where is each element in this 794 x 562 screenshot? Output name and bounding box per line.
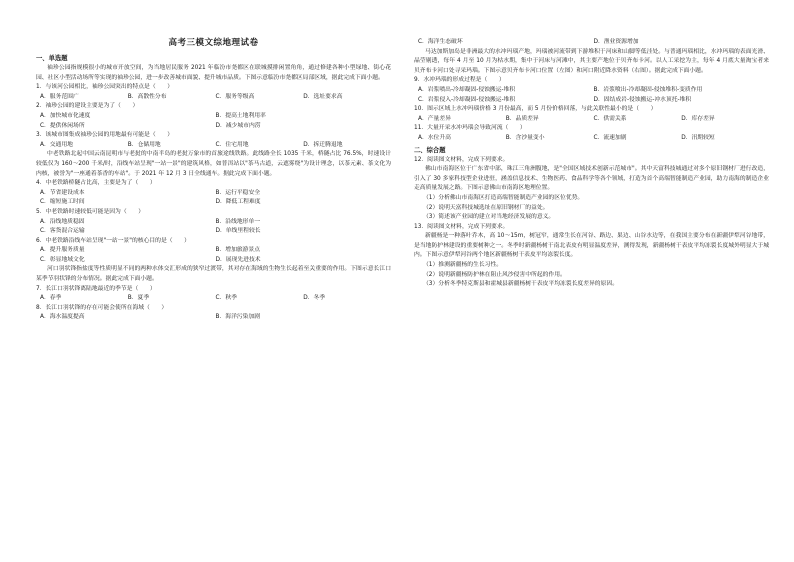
options [36,189,391,208]
option: A．沿线地质稳固 [40,218,85,225]
option: C．秋季 [215,295,237,302]
option: D．固结成岩-侵蚀搬运-冲水顶托-堆积 [593,96,692,103]
option: B．仓储用地 [127,141,161,148]
options [36,246,391,265]
options [414,115,769,125]
question-stem: 6．中老铁路沿线车站呈现"一站一景"的核心目的是（ ） [36,237,190,244]
question-stem: 5．中老铁路时速较低可能是因为（ ） [36,208,145,215]
option: B．含沙量变小 [505,134,545,141]
option: C．服务等级高 [215,93,255,100]
left-column [36,52,391,323]
options [36,218,391,237]
option: C．供需关系 [593,115,627,122]
option: A．产量差异 [418,115,451,122]
option: D．展现先进技术 [215,256,261,263]
passage: 佛山市南海区位于广东省中部，珠江三角洲腹地，是"全国区域技术创新示范城市"。其中天富科技城通过对多个原旧钢材厂进行改造，引入了 30 多家科技型企业进驻，涵盖信息技术、生物医药、食品科学等各个领域，打造为首个高端智能制造产业园，助力南海的制造企业走高质量发展之路。下图示意佛山市南海区地理位置。 [414,166,769,192]
question-stem: 2．袖珍公园的建设主要是为了（ ） [36,103,139,110]
question-stem: 10．图示区域上水冲玛瑙价格 3 月份最高，而 5 月份价格回落，与此关联性最小的是（ ） [414,106,657,113]
question-stem: 7．长江口羽状锋离陆地最近的季节是（ ） [36,285,156,292]
section-heading: 二、综合题 [414,146,446,154]
sub-question: （3）分析冬季特克斯县和霍城县新疆杨树干表皮平均冻裂长度差异的原因。 [423,281,618,288]
option: B．提高土地利用率 [215,112,266,119]
option: D．减少城市内涝 [215,122,261,129]
option: A．海水温度提高 [40,314,85,321]
question-stem: 11．大量开采水冲玛瑙会导致河流（ ） [414,125,526,132]
option: D．汛期较短 [681,134,715,141]
question-stem: 8．长江口羽状锋的存在可能会使所在海域（ ） [36,304,168,311]
option: B．高散性分布 [127,93,167,100]
question-stem: 1．与该河公园相比，袖珍公园突出的特点是（ ） [36,84,174,91]
option: B．海洋污染加剧 [215,314,261,321]
option: C．提供休闲场所 [40,122,85,129]
option: C．彰显地域文化 [40,256,85,263]
option: A．节省建设成本 [40,189,85,196]
option: B．品质差异 [505,115,539,122]
sub-question: （3）简述该产业园的建立对当地经济发展的意义。 [423,214,555,221]
options [36,141,391,151]
page-title: 高考三模文综地理试卷 [168,38,259,48]
passage: 河口羽状锋指盐度等性质明显不同的两种水体交汇形成的狭窄过渡带，其对存在海域的生物生长起着至关重要的作用。下图示意长江口某季节羽状锋的分布情况。据此完成下面小题。 [36,266,391,283]
option: D．冬季 [303,295,326,302]
option: B．增加旅游景点 [215,247,261,254]
option: A．春季 [40,295,62,302]
sub-question: （1）推测新疆杨的生长习性。 [423,262,503,269]
options [36,294,391,304]
option: A．交通用地 [40,141,73,148]
question-stem: 13．阅读图文材料，完成下列要求。 [414,223,509,230]
passage: 新疆杨是一种落叶乔木，高 10～15m，树冠窄，通常生长在河谷、路边、果边、山谷水边等，在我国主要分布在新疆伊犁河谷地带，是当地防护林建设的重要树种之一。冬季时新疆杨树干南北表皮有明显温度差异，测得发现，新疆杨树干表皮平均冻裂长度城外明显大于城内。下图示意伊犁河谷两个地区新疆杨树干表皮平均冻裂长度。 [414,233,769,259]
sub-question: （2）说明天富科技城选址在原旧钢材厂的益处。 [423,204,549,211]
options [36,112,391,131]
option: D．渔业资源增加 [593,39,639,45]
option: C．缩短施工时间 [40,199,85,206]
option: A．提升服务质量 [40,247,85,254]
option: A．水位升高 [418,134,451,141]
options [414,86,769,105]
question-stem: 9．水冲玛瑙的形成过程是（ ） [414,77,505,84]
passage: 马达加斯加岛是非洲最大的水冲玛瑙产地，玛瑙被河流带到下游堆积于河床和山脚等低洼处。与普通玛瑙相比，水冲玛瑙的表面光滑、晶莹剔透，每年 4 月至 10 月为枯水期，集中于河床与河滩中，其主要产地位于贝齐布卡河。以人工采挖为主，每年 4 月底大量淘宝者来贝齐布卡河口处寻采玛瑙。下图示意贝齐布卡河口位置（左图）和河口附近降水资料（右图）。据此完成下面小题。 [414,48,769,74]
option: C．流速加剧 [593,134,627,141]
options [414,134,769,144]
sub-question: （1）分析佛山市南海区打造高端智能制造产业园的区位优势。 [423,194,584,201]
sub-question: （2）说明新疆杨防护林在阻止风沙侵害中所起的作用。 [423,271,566,278]
passage: 中老铁路北起中国云南昆明市与老挝的中南半岛的老挝万象市的首旅途线铁路。此线路全长 1035 千米，桥隧占比 76.5%，时速设计较低仅为 160～200 千米/时，沿线车站呈现"一站一景"的建筑风格，如普洱站以"茶马古道，云遮雾绕"为设计理念，以茶元素、茶文化为内核，被誉为"一座通着茶香的车站"。于 2021 年 12 月 3 日全线通车。据此完成下面小题。 [36,151,391,177]
option: A．岩浆喷出-冷却凝固-侵蚀搬运-堆积 [418,86,516,93]
option: D．选址要求高 [303,93,343,100]
option: C．客货混合运输 [40,228,85,235]
option: B．运行平稳安全 [215,189,261,196]
option: D．降低工程难度 [215,199,261,206]
option: D．单线里程较长 [215,228,261,235]
option: B．岩浆喷出-冷却凝固-侵蚀堆积-变质作用 [593,86,703,93]
options [414,38,769,48]
section-heading: 一、单选题 [36,55,68,62]
option: D．拆迁腾退地 [303,141,343,148]
options [36,93,391,103]
option: D．库存差异 [681,115,715,122]
passage: 袖珍公园指规模很小的城市开放空间，为当地居民服务 2021 年临汾市尧都区在联城摸排闲置角角，通过修建各种小型绿地、街心花园、社区小型活动场所等实现的袖珍公园，进一步改善城市面貌、提升城市品质。下图示意临汾市尧都区局部区域，据此完成下面小题。 [36,65,391,81]
right-column [414,38,769,290]
option: C．岩浆侵入-冷却凝固-侵蚀搬运-堆积 [418,96,516,103]
options [36,313,391,323]
question-stem: 3．该城市图集成袖珍公园的用地最有可能是（ ） [36,132,174,139]
question-stem: 4．中老铁路桥隧占比高，主要是为了（ ） [36,180,156,187]
question-stem: 12．阅读图文材料，完成下列要求。 [414,156,509,163]
option: A．加快城市化速度 [40,112,91,119]
option: B．夏季 [127,295,150,302]
option: C．住宅用地 [215,141,249,148]
option: B．沿线地形单一 [215,218,261,225]
option: A．服务范围广 [40,93,79,100]
option: C．海洋生态破坏 [418,39,463,45]
